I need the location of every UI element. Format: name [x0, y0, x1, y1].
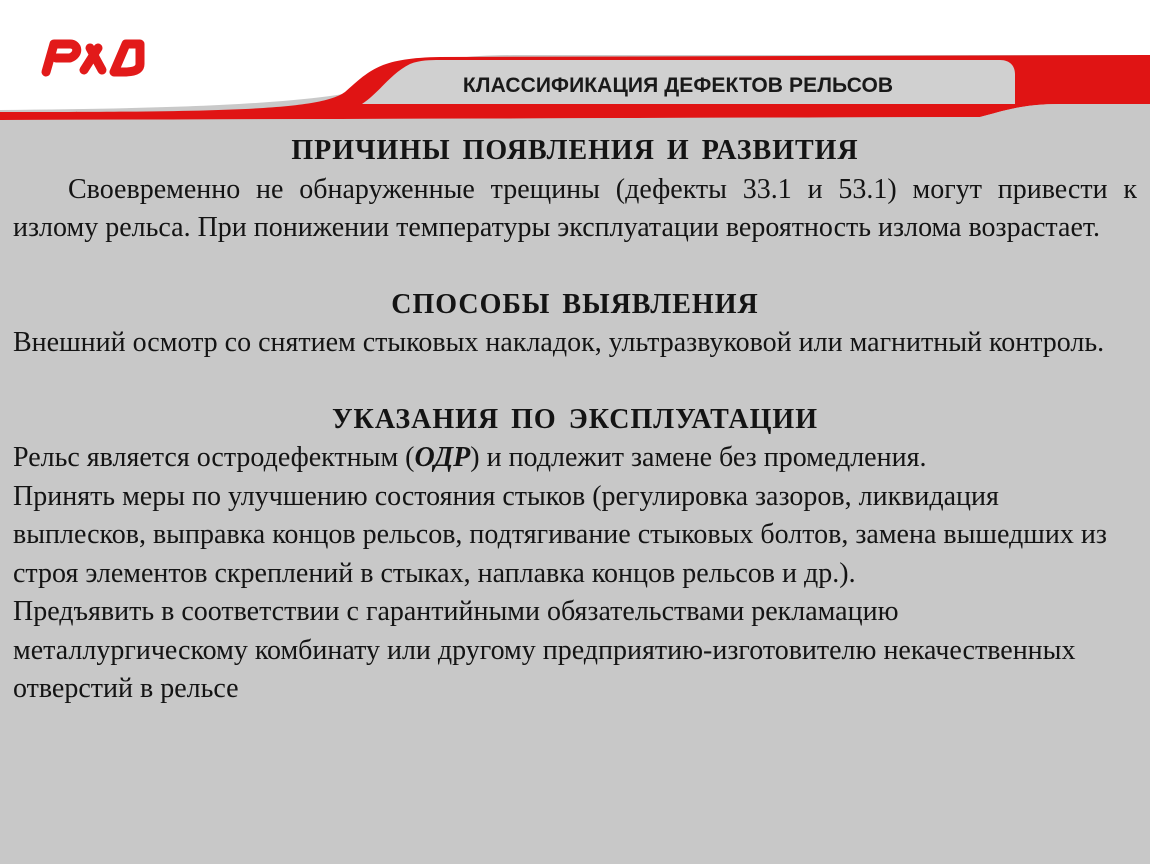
main-content: [13, 132, 1137, 709]
section-text-detection: Внешний осмотр со снятием стыковых накладок, ультразвуковой или магнитный контроль.: [13, 327, 1105, 358]
section-heading-causes: ПРИЧИНЫ ПОЯВЛЕНИЯ И РАЗВИТИЯ: [291, 135, 859, 166]
section-heading-operation: УКАЗАНИЯ ПО ЭКСПЛУАТАЦИИ: [332, 403, 818, 435]
section-text-causes: Своевременно не обнаруженные трещины (дефекты 33.1 и 53.1) могут привести к излому рельса. При понижении температуры эксплуатации вероятность излома возрастает.: [13, 173, 1137, 243]
header-background: [0, 0, 1150, 124]
operation-paragraph-2: Принять меры по улучшению состояния стыков (регулировка зазоров, ликвидация выплесков, выправка концов рельсов, подтягивание стыковых болтов, замена вышедших из строя элементов скреплений в стыках, наплавка концов рельсов и др.).: [13, 480, 1107, 589]
operation-paragraph-1: [13, 439, 1137, 478]
spacer: [13, 248, 1137, 286]
rzd-logo-icon: [40, 32, 152, 82]
section-heading-detection: СПОСОБЫ ВЫЯВЛЕНИЯ: [391, 288, 759, 320]
spacer: [13, 363, 1137, 401]
operation-p1-after: ) и подлежит замене без промедления.: [470, 442, 927, 473]
rzd-logo: [40, 32, 152, 82]
header: [0, 0, 1150, 124]
odr-abbreviation: ОДР: [414, 442, 471, 473]
operation-p1-before: Рельс является остродефектным (: [13, 442, 415, 473]
operation-paragraph-3: Предъявить в соответствии с гарантийными обязательствами рекламацию металлургическому комбинату или другому предприятию-изготовителю некачественных отверстий в рельсе: [13, 596, 1076, 704]
page-title: КЛАССИФИКАЦИЯ ДЕФЕКТОВ РЕЛЬСОВ: [462, 74, 894, 97]
